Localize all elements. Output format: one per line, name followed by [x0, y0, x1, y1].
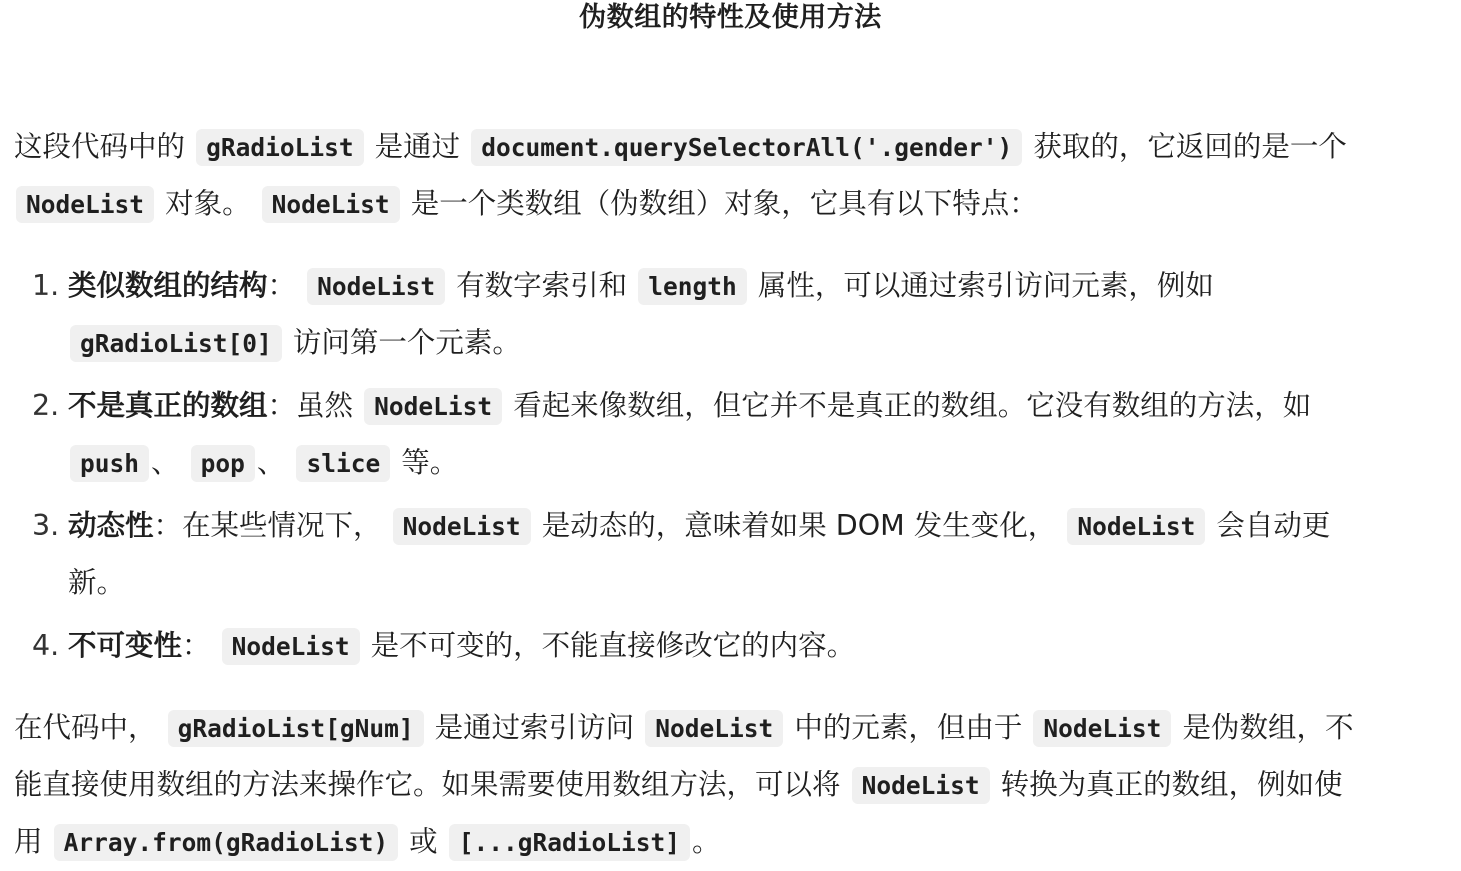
list-item-line [68, 554, 1330, 611]
list-item-heading: 不可变性 [68, 629, 183, 662]
inline-code: NodeList [16, 186, 154, 223]
text-span: 对象。 [165, 187, 251, 220]
conclusion-line-1 [14, 699, 1459, 756]
list-number: 4. [32, 629, 60, 662]
list-item-body [68, 617, 855, 674]
text-span: 是伪数组，不 [1182, 711, 1354, 744]
list-number: 3. [32, 509, 60, 542]
list-item-line [68, 434, 1311, 491]
list-item-heading: 不是真正的数组 [68, 389, 268, 422]
text-span: 中的元素，但由于 [794, 711, 1023, 744]
text-span: 有数字索引和 [456, 269, 628, 302]
inline-code: gRadioList[0] [70, 325, 282, 362]
text-span: 虽然 [296, 389, 354, 422]
list-item-body [68, 257, 1214, 371]
text-span: 在代码中， [14, 711, 157, 744]
list-item-line [68, 314, 1214, 371]
text-span: 能直接使用数组的方法来操作它。如果需要使用数组方法，可以将 [14, 768, 841, 801]
list-item-heading: 类似数组的结构 [68, 269, 268, 302]
list-item-line [68, 257, 1214, 314]
text-span: 用 [14, 825, 43, 858]
text-span: 、 [256, 446, 286, 479]
list-number: 1. [32, 269, 60, 302]
list-item-line [68, 377, 1311, 434]
text-span: 是不可变的，不能直接修改它的内容。 [370, 629, 856, 662]
list-number: 2. [32, 389, 60, 422]
list-item-line [68, 497, 1330, 554]
text-span: 新。 [68, 566, 126, 599]
inline-code: push [70, 445, 149, 482]
text-span: 属性，可以通过索引访问元素，例如 [757, 269, 1214, 302]
intro-line-2 [14, 175, 1459, 232]
intro-line-1 [14, 118, 1459, 175]
page-title: 伪数组的特性及使用方法 [579, 2, 882, 33]
text-span: ： [153, 509, 183, 542]
inline-code: NodeList [393, 508, 531, 545]
text-span: 是动态的，意味着如果 DOM 发生变化， [541, 509, 1057, 542]
inline-code: NodeList [364, 388, 502, 425]
inline-code: NodeList [1033, 710, 1171, 747]
list-item-heading: 动态性 [68, 509, 154, 542]
text-span: 、 [151, 446, 180, 479]
inline-code: pop [191, 445, 255, 482]
inline-code: length [638, 268, 747, 305]
inline-code: NodeList [852, 767, 990, 804]
text-span: ： [267, 269, 297, 302]
inline-code: document.querySelectorAll('.gender') [471, 129, 1022, 166]
text-span: 会自动更 [1216, 509, 1331, 542]
inline-code: [...gRadioList] [449, 824, 690, 861]
list-item-body [68, 377, 1311, 491]
inline-code: NodeList [262, 186, 400, 223]
text-span: 是一个类数组（伪数组）对象，它具有以下特点： [410, 187, 1038, 220]
conclusion-line-3 [14, 813, 1459, 870]
intro-paragraph [14, 118, 1459, 232]
text-span: 在某些情况下， [182, 509, 382, 542]
list-item-line [68, 617, 855, 674]
text-span: ： [267, 389, 297, 422]
text-span: 。 [692, 825, 721, 858]
inline-code: NodeList [1067, 508, 1205, 545]
text-span: 是通过索引访问 [434, 711, 635, 744]
conclusion-paragraph [14, 699, 1459, 870]
text-span: 等。 [401, 446, 459, 479]
text-span: 这段代码中的 [14, 130, 186, 163]
conclusion-line-2 [14, 756, 1459, 813]
inline-code: gRadioList[gNum] [168, 710, 424, 747]
list-item-body [68, 497, 1330, 611]
inline-code: gRadioList [196, 129, 364, 166]
inline-code: Array.from(gRadioList) [54, 824, 399, 861]
text-span: 看起来像数组，但它并不是真正的数组。它没有数组的方法，如 [513, 389, 1312, 422]
inline-code: NodeList [307, 268, 445, 305]
text-span: 转换为真正的数组，例如使 [1000, 768, 1343, 801]
inline-code: slice [296, 445, 390, 482]
text-span: 是通过 [374, 130, 461, 163]
inline-code: NodeList [645, 710, 783, 747]
text-span: 访问第一个元素。 [292, 326, 521, 359]
text-span: 或 [409, 825, 438, 858]
text-span: ： [182, 629, 211, 662]
inline-code: NodeList [222, 628, 360, 665]
text-span: 获取的，它返回的是一个 [1033, 130, 1347, 163]
